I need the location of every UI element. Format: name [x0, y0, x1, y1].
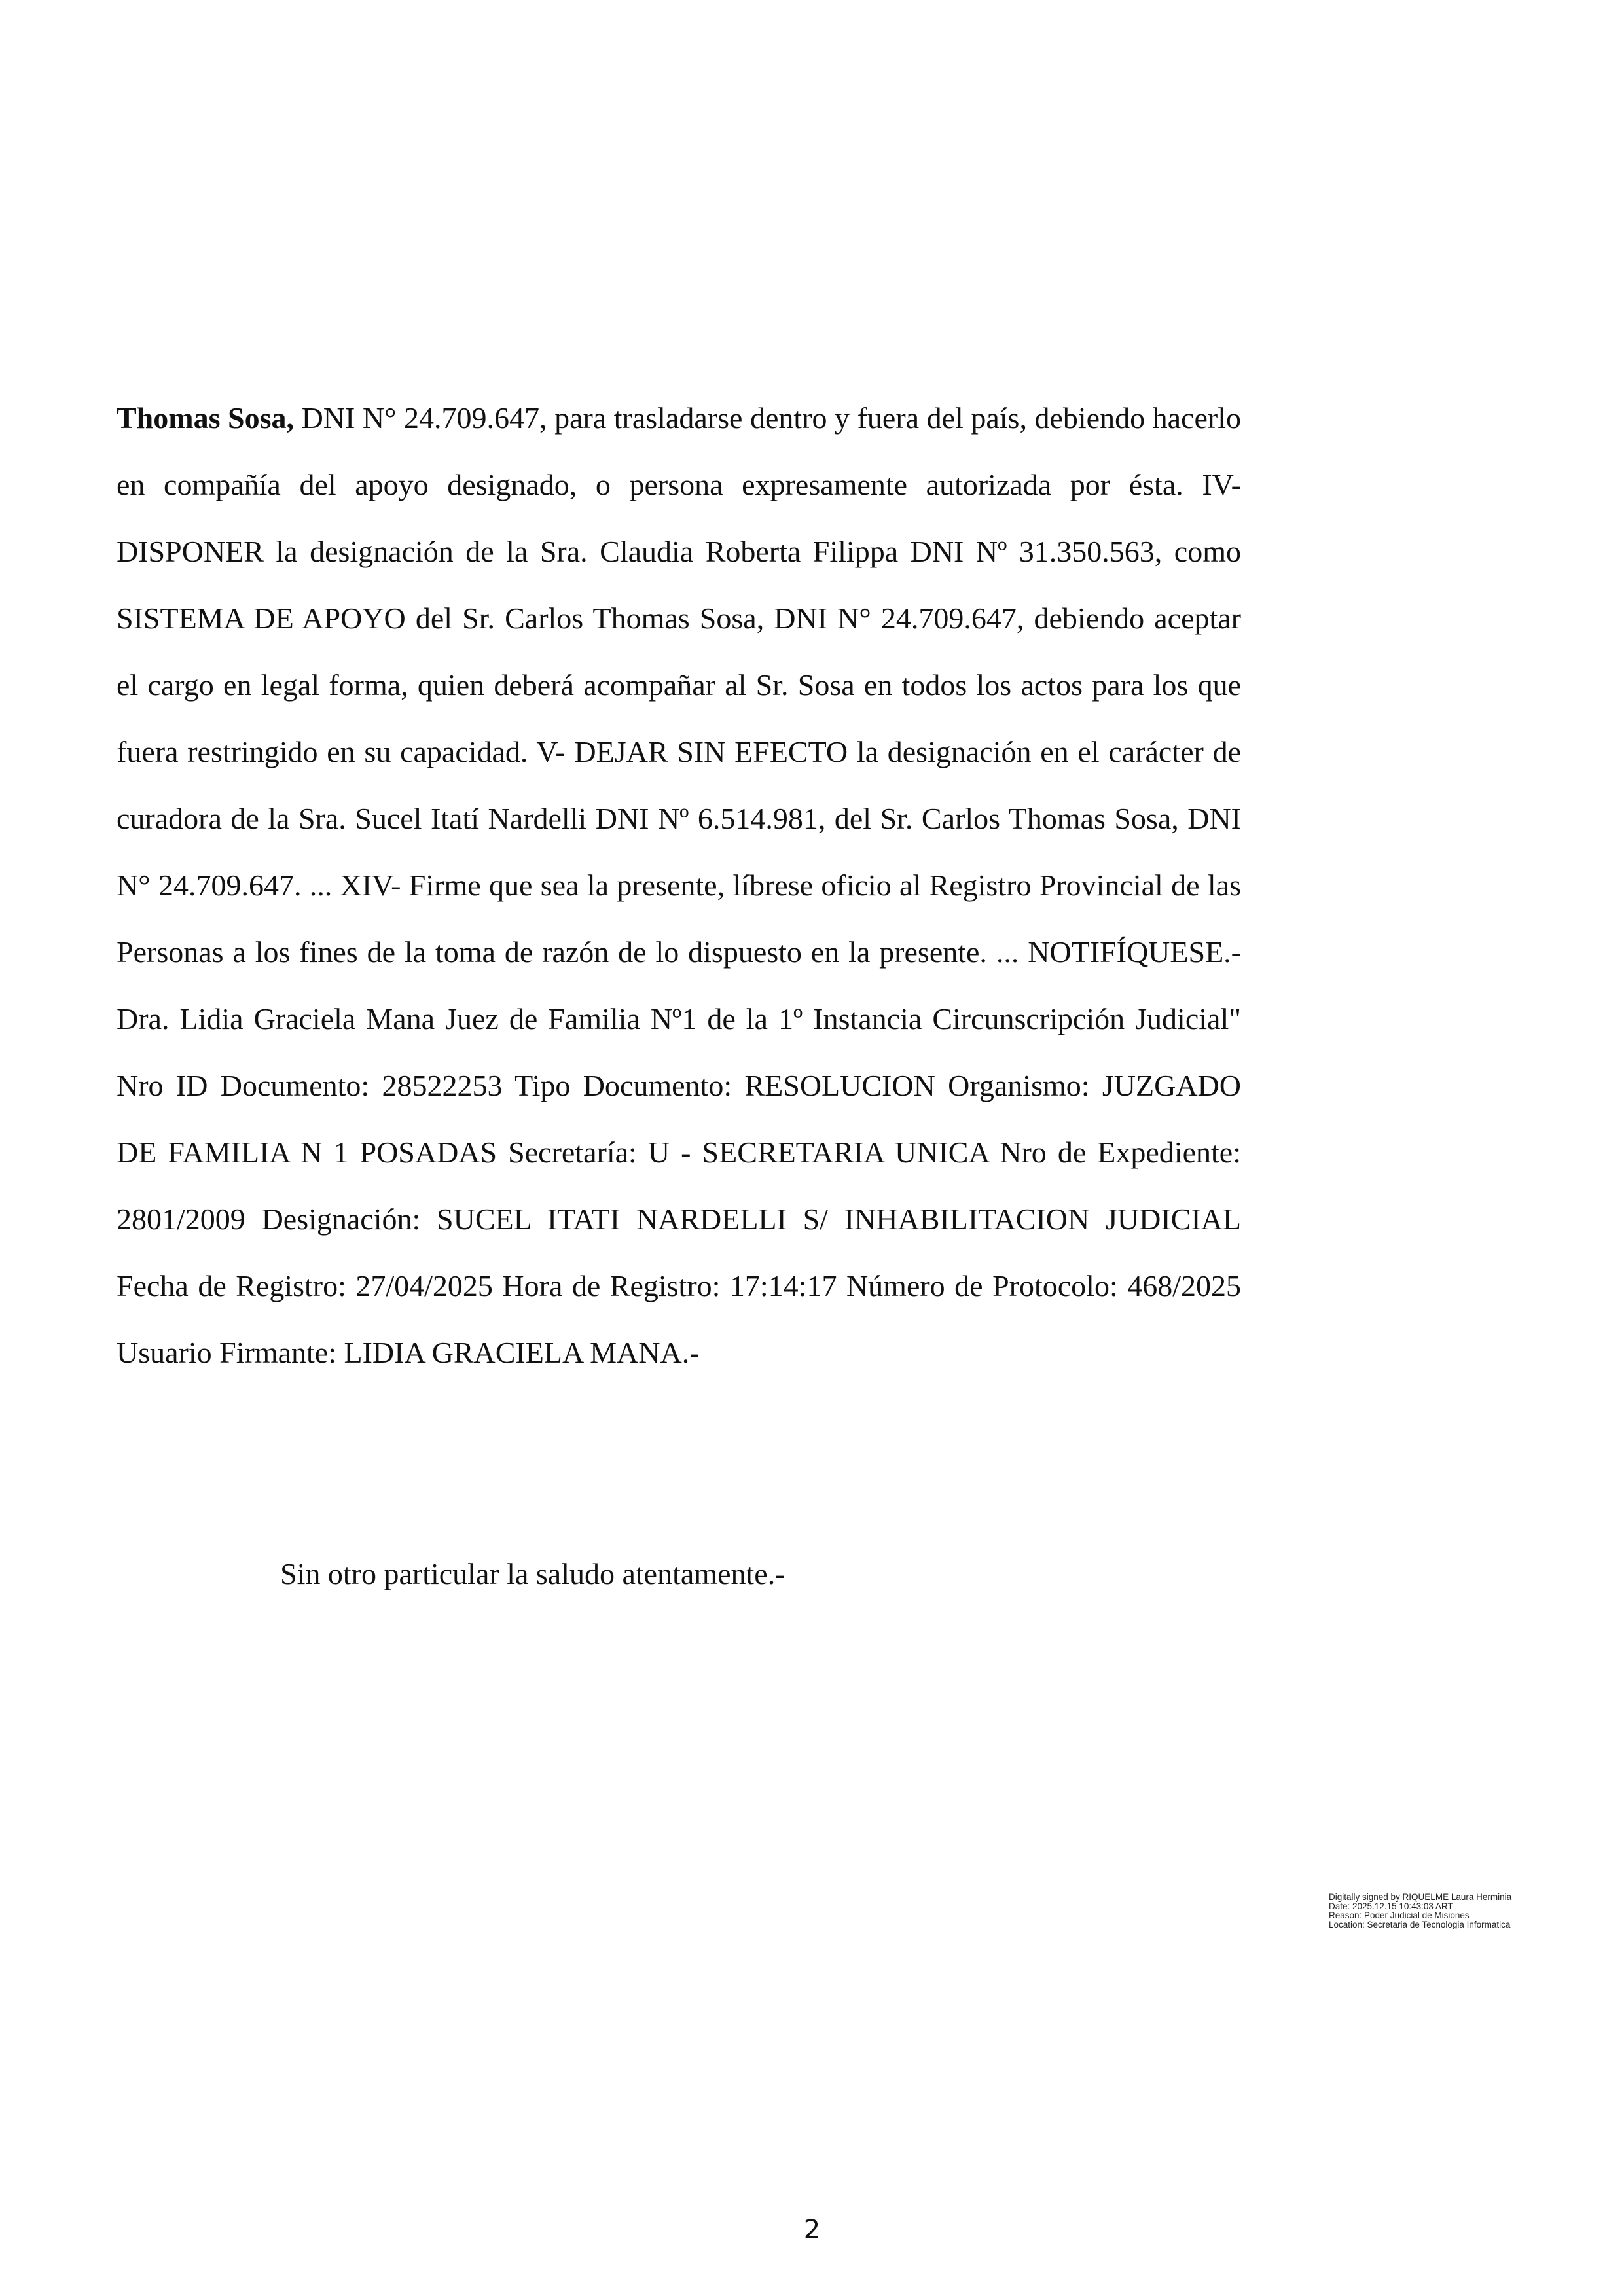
paragraph-body: DNI N° 24.709.647, para trasladarse dentro y fuera del país, debiendo hacerlo en compañía del apoyo designado, o persona expresamente autorizada por ésta. IV- DISPONER la designación de la Sra. Claudia Roberta Filippa DNI Nº 31.350.563, como SISTEMA DE APOYO del Sr. Carlos Thomas Sosa, DNI N° 24.709.647, debiendo aceptar el cargo en legal forma, quien deberá acompañar al Sr. Sosa en todos los actos para los que fuera restringido en su capacidad. V- DEJAR SIN EFECTO la designación en el carácter de curadora de la Sra. Sucel Itatí Nardelli DNI Nº 6.514.981, del Sr. Carlos Thomas Sosa, DNI N° 24.709.647. ... XIV- Firme que sea la presente, líbrese oficio al Registro Provincial de las Personas a los fines de la toma de razón de lo dispuesto en la presente. ... NOTIFÍQUESE.- Dra. Lidia Graciela Mana Juez de Familia Nº1 de la 1º Instancia Circunscripción Judicial" Nro ID Documento: 28522253 Tipo Documento: RESOLUCION Organismo: JUZGADO DE FAMILIA N 1 POSADAS Secretaría: U - SECRETARIA UNICA Nro de Expediente: 2801/2009 Designación: SUCEL ITATI NARDELLI S/ INHABILITACION JUDICIAL Fecha de Registro: 27/04/2025 Hora de Registro: 17:14:17 Número de Protocolo: 468/2025 Usuario Firmante: LIDIA GRACIELA MANA.- — [117, 401, 1241, 1369]
paragraph-lead: Thomas Sosa, — [117, 401, 295, 435]
body-paragraph — [117, 385, 1241, 1386]
signature-signed-by: Digitally signed by RIQUELME Laura Herminia — [1329, 1892, 1512, 1902]
digital-signature-block — [1329, 1893, 1519, 1929]
signature-date: Date: 2025.12.15 10:43:03 ART — [1329, 1901, 1453, 1911]
closing-line: Sin otro particular la saludo atentamente.- — [280, 1557, 785, 1590]
signature-location: Location: Secretaria de Tecnologia Informatica — [1329, 1920, 1511, 1929]
signature-reason: Reason: Poder Judicial de Misiones — [1329, 1910, 1470, 1920]
page-number: 2 — [803, 2215, 821, 2245]
